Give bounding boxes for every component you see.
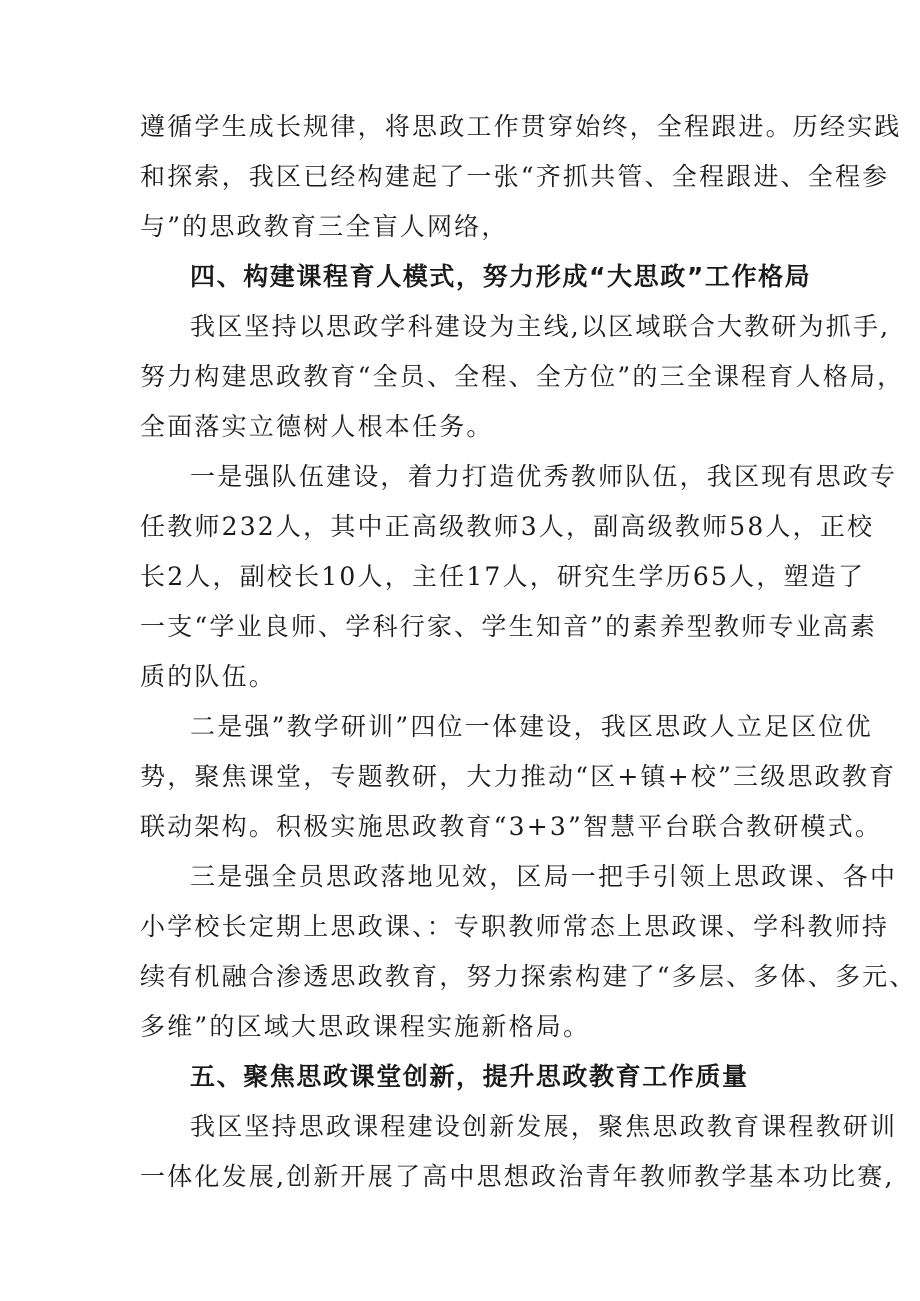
text-line: 与”的思政教育三全盲人网络， [140, 212, 509, 241]
text-line: 我区坚持思政课程建设创新发展，聚焦思政教育课程教研训 [190, 1112, 898, 1141]
text-line: 质的队伍。 [140, 662, 277, 691]
text-line: 一是强队伍建设，着力打造优秀教师队伍，我区现有思政专 [190, 462, 898, 491]
text-line: 续有机融合渗透思政教育，努力探索构建了“多层、多体、多元、 [140, 962, 917, 991]
text-line: 多维”的区域大思政课程实施新格局。 [140, 1012, 591, 1041]
text-line: 全面落实立德树人根本任务。 [140, 412, 494, 441]
text-line: 三是强全员思政落地见效，区局一把手引领上思政课、各中 [190, 862, 898, 891]
text-line: 联动架构。积极实施思政教育“3+3”智慧平台联合教研模式。 [140, 812, 883, 841]
text-line: 一支“学业良师、学科行家、学生知音”的素养型教师专业高素 [140, 612, 878, 641]
text-line: 我区坚持以思政学科建设为主线,以区域联合大教研为抓手, [190, 312, 891, 341]
text-line: 任教师232人，其中正高级教师3人，副高级教师58人，正校 [140, 512, 875, 541]
text-line: 势，聚焦课堂，专题教研，大力推动“区+镇+校”三级思政教育 [140, 762, 897, 791]
section-heading: 四、构建课程育人模式，努力形成“大思政”工作格局 [190, 262, 812, 291]
text-line: 小学校长定期上思政课、：专职教师常态上思政课、学科教师持 [140, 912, 890, 941]
text-line: 遵循学生成长规律，将思政工作贯穿始终，全程跟进。历经实践 [140, 112, 902, 141]
text-line: 二是强”教学研训”四位一体建设，我区思政人立足区位优 [190, 712, 873, 741]
text-line: 努力构建思政教育“全员、全程、全方位”的三全课程育人格局， [140, 362, 905, 391]
text-line: 一体化发展,创新开展了高中思想政治青年教师教学基本功比赛, [140, 1162, 895, 1191]
text-line: 和探索，我区已经构建起了一张“齐抓共管、全程跟进、全程参 [140, 162, 890, 191]
text-line: 长2人，副校长10人，主任17人，研究生学历65人，塑造了 [140, 562, 866, 591]
section-heading: 五、聚焦思政课堂创新，提升思政教育工作质量 [190, 1062, 749, 1091]
